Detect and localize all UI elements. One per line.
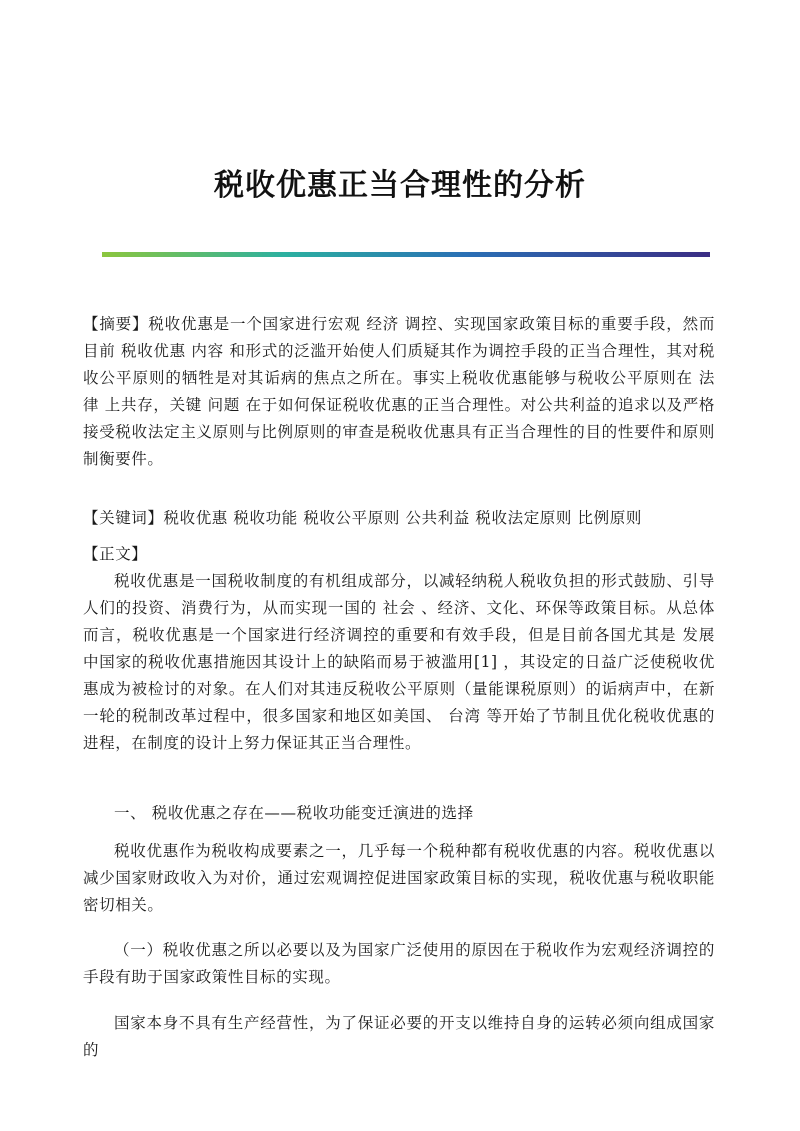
intro-paragraph: 税收优惠是一国税收制度的有机组成部分，以减轻纳税人税收负担的形式鼓励、引导人们的投资、消费行为，从而实现一国的 社会 、经济、文化、环保等政策目标。从总体而言，税收优惠是一个国家进行经济调控的重要和有效手段，但是目前各国尤其是 发展 中国家的税收优惠措施因其设计上的缺陷而易于被滥用[1] ，其设定的日益广泛使税收优惠成为被检讨的对象。在人们对其违反税收公平原则（量能课税原则）的诟病声中，在新一轮的税制改革过程中，很多国家和地区如美国、 台湾 等开始了节制且优化税收优惠的进程，在制度的设计上努力保证其正当合理性。 [83, 572, 715, 752]
keywords-line: 【关键词】税收优惠 税收功能 税收公平原则 公共利益 税收法定原则 比例原则 [83, 509, 642, 527]
section-heading: 一、 税收优惠之存在——税收功能变迁演进的选择 [114, 804, 474, 822]
title-divider [102, 252, 710, 257]
subsection-paragraph: （一）税收优惠之所以必要以及为国家广泛使用的原因在于税收作为宏观经济调控的手段有助于国家政策性目标的实现。 [83, 941, 715, 986]
section-paragraph: 税收优惠作为税收构成要素之一，几乎每一个税种都有税收优惠的内容。税收优惠以减少国家财政收入为对价，通过宏观调控促进国家政策目标的实现，税收优惠与税收职能密切相关。 [83, 842, 715, 914]
body-label: 【正文】 [83, 545, 148, 563]
abstract-paragraph: 【摘要】税收优惠是一个国家进行宏观 经济 调控、实现国家政策目标的重要手段，然而目前 税收优惠 内容 和形式的泛滥开始使人们质疑其作为调控手段的正当合理性，其对税收公平原则的牺牲是对其诟病的焦点之所在。事实上税收优惠能够与税收公平原则在 法律 上共存，关键 问题 在于如何保证税收优惠的正当合理性。对公共利益的追求以及严格接受税收法定主义原则与比例原则的审查是税收优惠具有正当合理性的目的性要件和原则制衡要件。 [83, 315, 715, 468]
last-paragraph: 国家本身不具有生产经营性，为了保证必要的开支以维持自身的运转必须向组成国家的 [83, 1014, 715, 1059]
document-title: 税收优惠正当合理性的分析 [214, 168, 586, 203]
